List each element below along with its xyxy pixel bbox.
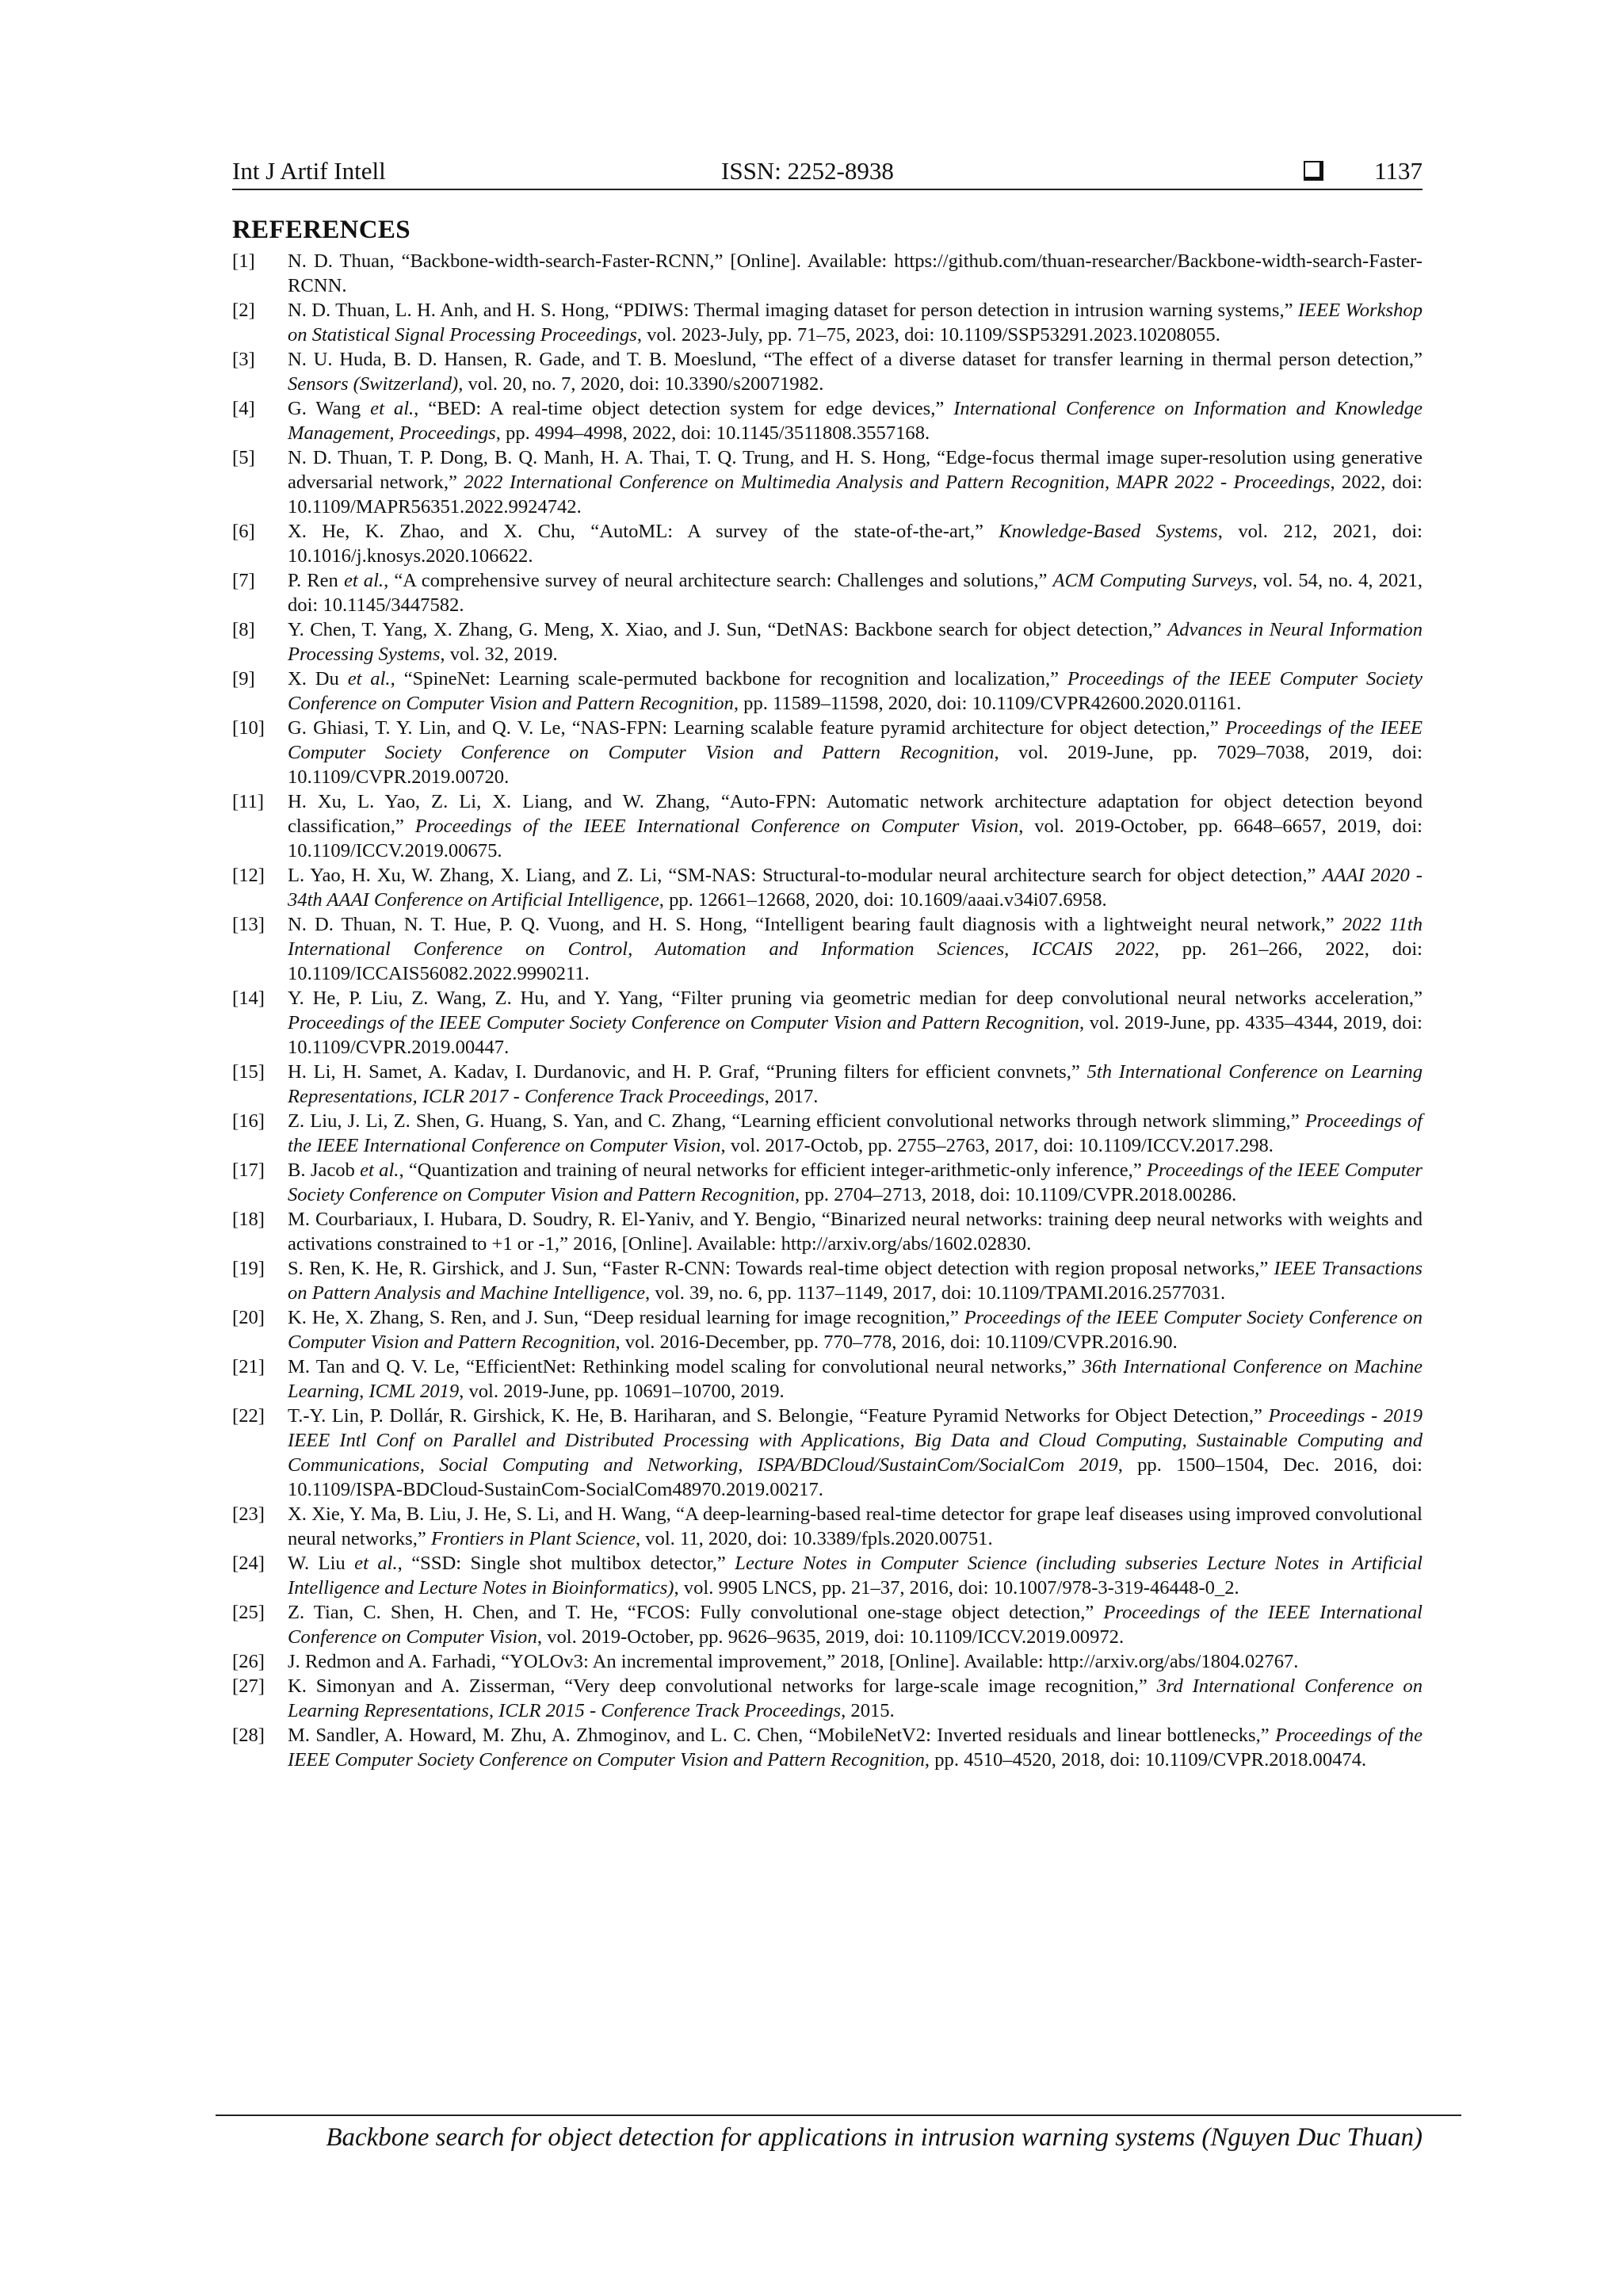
reference-item [232, 1305, 1423, 1354]
reference-number: [7] [232, 570, 255, 591]
reference-text [288, 865, 1423, 911]
reference-italic-segment: IEEE Transactions on Pattern Analysis and Machine Intelligence [288, 1258, 1423, 1304]
reference-item [232, 1723, 1423, 1772]
reference-segment: M. Courbariaux, I. Hubara, D. Soudry, R. El-Yaniv, and Y. Bengio, “Binarized neural networks: training deep neural networks with weights and activations constrained to +1 or -1,” 2016, [Online]. Available: http://arxiv.org/abs/1602.02830. [288, 1209, 1423, 1255]
reference-text [288, 1159, 1423, 1205]
reference-item [232, 396, 1423, 445]
reference-text [288, 1725, 1423, 1771]
reference-italic-segment: ACM Computing Surveys [1052, 570, 1253, 591]
reference-italic-segment: Proceedings of the IEEE Computer Society Conference on Computer Vision and Pattern Recognition [288, 1159, 1423, 1205]
reference-number: [4] [232, 398, 255, 419]
reference-segment: J. Redmon and A. Farhadi, “YOLOv3: An incremental improvement,” 2018, [Online]. Available: http://arxiv.org/abs/1804.02767. [288, 1651, 1299, 1672]
reference-italic-segment: Proceedings of the IEEE International Conference on Computer Vision [288, 1602, 1423, 1648]
reference-segment: , vol. 39, no. 6, pp. 1137–1149, 2017, doi: 10.1109/TPAMI.2016.2577031. [645, 1282, 1226, 1304]
reference-number: [2] [232, 300, 255, 321]
reference-segment: , vol. 2016-December, pp. 770–778, 2016, doi: 10.1109/CVPR.2016.90. [615, 1331, 1178, 1353]
reference-item [232, 1109, 1423, 1158]
reference-number: [26] [232, 1651, 265, 1672]
reference-segment: , 2017. [764, 1086, 819, 1107]
reference-number: [9] [232, 668, 255, 690]
reference-segment: , vol. 20, no. 7, 2020, doi: 10.3390/s20071982. [458, 373, 824, 395]
reference-segment: H. Li, H. Samet, A. Kadav, I. Durdanovic, and H. P. Graf, “Pruning filters for efficient convnets,” [288, 1061, 1087, 1083]
reference-italic-segment: et al. [347, 668, 391, 690]
reference-item [232, 249, 1423, 298]
reference-segment: N. U. Huda, B. D. Hansen, R. Gade, and T. B. Moeslund, “The effect of a diverse dataset for transfer learning in thermal person detection,” [288, 349, 1423, 370]
reference-segment: G. Wang [288, 398, 371, 419]
reference-item [232, 1404, 1423, 1502]
reference-segment: , vol. 11, 2020, doi: 10.3389/fpls.2020.00751. [635, 1528, 993, 1549]
reference-italic-segment: AAAI 2020 - 34th AAAI Conference on Artificial Intelligence [288, 865, 1423, 911]
reference-number: [3] [232, 349, 255, 370]
reference-number: [25] [232, 1602, 265, 1623]
reference-segment: Y. Chen, T. Yang, X. Zhang, G. Meng, X. Xiao, and J. Sun, “DetNAS: Backbone search for object detection,” [288, 619, 1168, 640]
reference-text [288, 1307, 1423, 1353]
reference-italic-segment: Proceedings of the IEEE Computer Society Conference on Computer Vision and Pattern Recognition [288, 1012, 1079, 1033]
reference-segment: , pp. 261–266, 2022, doi: 10.1109/ICCAIS56082.2022.9990211. [288, 938, 1423, 984]
reference-number: [24] [232, 1553, 265, 1574]
reference-text [288, 1209, 1423, 1255]
reference-segment: Y. He, P. Liu, Z. Wang, Z. Hu, and Y. Yang, “Filter pruning via geometric median for deep convolutional neural networks acceleration,” [288, 988, 1423, 1009]
reference-italic-segment: Frontiers in Plant Science [430, 1528, 636, 1549]
reference-item [232, 1158, 1423, 1207]
reference-segment: B. Jacob [288, 1159, 361, 1181]
reference-number: [5] [232, 447, 255, 468]
reference-segment: , vol. 9905 LNCS, pp. 21–37, 2016, doi: 10.1007/978-3-319-46448-0_2. [674, 1577, 1239, 1599]
reference-italic-segment: et al. [354, 1553, 398, 1574]
reference-text [288, 300, 1423, 346]
reference-segment: G. Ghiasi, T. Y. Lin, and Q. V. Le, “NAS-FPN: Learning scalable feature pyramid architecture for object detection,” [288, 717, 1225, 739]
header-rule [232, 189, 1423, 190]
reference-item [232, 986, 1423, 1060]
reference-text [288, 521, 1423, 567]
reference-italic-segment: 36th International Conference on Machine Learning, ICML 2019 [288, 1356, 1423, 1402]
section-title: REFERENCES [232, 216, 411, 244]
reference-number: [10] [232, 717, 265, 739]
reference-text [288, 1356, 1423, 1402]
reference-text [288, 1651, 1298, 1672]
reference-segment: , 2022, doi: 10.1109/MAPR56351.2022.9924742. [288, 472, 1423, 518]
reference-item [232, 1502, 1423, 1551]
reference-segment: , “SpineNet: Learning scale-permuted backbone for recognition and localization,” [390, 668, 1067, 690]
reference-text [288, 1675, 1423, 1721]
reference-text [288, 668, 1423, 714]
reference-list [232, 249, 1423, 1772]
reference-number: [12] [232, 865, 265, 886]
reference-number: [11] [232, 791, 265, 812]
reference-item [232, 347, 1423, 396]
reference-number: [17] [232, 1159, 265, 1181]
reference-number: [20] [232, 1307, 265, 1328]
reference-text [288, 791, 1423, 861]
reference-text [288, 1503, 1423, 1549]
reference-number: [21] [232, 1356, 265, 1377]
reference-text [288, 914, 1423, 984]
reference-italic-segment: Proceedings - 2019 IEEE Intl Conf on Parallel and Distributed Processing with Applications, Big Data and Cloud Computing, Sustainable Computing and Communications, Social Computing and Networking, ISPA/BDCloud/SustainCom/SocialCom 2019 [288, 1405, 1423, 1476]
reference-number: [8] [232, 619, 255, 640]
reference-italic-segment: Proceedings of the IEEE Computer Society Conference on Computer Vision and Pattern Recognition [288, 1307, 1423, 1353]
running-footer: Backbone search for object detection for applications in intrusion warning systems (Nguyen Duc Thuan) [326, 2123, 1423, 2152]
reference-segment: , vol. 32, 2019. [440, 644, 558, 665]
reference-item [232, 1207, 1423, 1256]
reference-segment: , vol. 2019-June, pp. 10691–10700, 2019. [459, 1381, 785, 1402]
reference-number: [15] [232, 1061, 265, 1083]
reference-segment: N. D. Thuan, T. P. Dong, B. Q. Manh, H. A. Thai, T. Q. Trung, and H. S. Hong, “Edge-focus thermal image super-resolution using generative adversarial network,” [288, 447, 1423, 493]
reference-text [288, 717, 1423, 788]
reference-item [232, 667, 1423, 716]
reference-text [288, 1553, 1423, 1599]
reference-item [232, 617, 1423, 667]
reference-italic-segment: IEEE Workshop on Statistical Signal Processing Proceedings [288, 300, 1423, 346]
reference-segment: , vol. 2017-Octob, pp. 2755–2763, 2017, doi: 10.1109/ICCV.2017.298. [720, 1135, 1274, 1156]
reference-segment: , “A comprehensive survey of neural architecture search: Challenges and solutions,” [384, 570, 1053, 591]
reference-text [288, 1405, 1423, 1500]
reference-number: [19] [232, 1258, 265, 1279]
reference-segment: , vol. 2019-June, pp. 4335–4344, 2019, doi: 10.1109/CVPR.2019.00447. [288, 1012, 1423, 1058]
reference-segment: S. Ren, K. He, R. Girshick, and J. Sun, “Faster R-CNN: Towards real-time object detection with region proposal networks,” [288, 1258, 1274, 1279]
reference-italic-segment: Proceedings of the IEEE Computer Society Conference on Computer Vision and Pattern Recognition [288, 1725, 1423, 1771]
reference-segment: , pp. 4994–4998, 2022, doi: 10.1145/3511808.3557168. [495, 422, 930, 444]
reference-segment: , vol. 2023-July, pp. 71–75, 2023, doi: 10.1109/SSP53291.2023.10208055. [636, 324, 1220, 346]
issn: ISSN: 2252-8938 [721, 157, 894, 185]
reference-item [232, 519, 1423, 568]
reference-segment: , “SSD: Single shot multibox detector,” [397, 1553, 735, 1574]
footer-rule [216, 2115, 1461, 2116]
reference-item [232, 789, 1423, 863]
reference-number: [1] [232, 250, 255, 272]
reference-segment: N. D. Thuan, L. H. Anh, and H. S. Hong, “PDIWS: Thermal imaging dataset for person detection in intrusion warning systems,” [288, 300, 1298, 321]
reference-number: [18] [232, 1209, 265, 1230]
reference-item [232, 1256, 1423, 1305]
reference-italic-segment: Sensors (Switzerland) [288, 373, 459, 395]
reference-number: [6] [232, 521, 255, 542]
reference-segment: W. Liu [288, 1553, 355, 1574]
reference-text [288, 1110, 1423, 1156]
reference-segment: , vol. 54, no. 4, 2021, doi: 10.1145/3447582. [288, 570, 1423, 616]
reference-segment: Z. Liu, J. Li, Z. Shen, G. Huang, S. Yan, and C. Zhang, “Learning efficient convolutional networks through network slimming,” [288, 1110, 1305, 1132]
reference-italic-segment: et al. [360, 1159, 399, 1181]
reference-number: [27] [232, 1675, 265, 1697]
reference-segment: , “Quantization and training of neural networks for efficient integer-arithmetic-only inference,” [399, 1159, 1148, 1181]
reference-segment: , 2015. [841, 1700, 895, 1721]
reference-italic-segment: 2022 International Conference on Multimedia Analysis and Pattern Recognition, MAPR 2022 - Proceedings [464, 472, 1331, 493]
reference-segment: N. D. Thuan, N. T. Hue, P. Q. Vuong, and H. S. Hong, “Intelligent bearing fault diagnosis with a lightweight neural network,” [288, 914, 1342, 935]
reference-italic-segment: Proceedings of the IEEE International Conference on Computer Vision [288, 1110, 1423, 1156]
reference-segment: P. Ren [288, 570, 344, 591]
reference-italic-segment: International Conference on Information and Knowledge Management, Proceedings [288, 398, 1423, 444]
reference-text [288, 1061, 1423, 1107]
reference-segment: X. He, K. Zhao, and X. Chu, “AutoML: A survey of the state-of-the-art,” [288, 521, 999, 542]
reference-segment: X. Du [288, 668, 348, 690]
reference-italic-segment: Knowledge-Based Systems [999, 521, 1218, 542]
reference-segment: N. D. Thuan, “Backbone-width-search-Faster-RCNN,” [Online]. Available: https://github.com/thuan-researcher/Backbone-width-search-Faster-RCNN. [288, 250, 1423, 296]
reference-segment: K. He, X. Zhang, S. Ren, and J. Sun, “Deep residual learning for image recognition,” [288, 1307, 964, 1328]
reference-segment: , “BED: A real-time object detection system for edge devices,” [414, 398, 954, 419]
reference-item [232, 863, 1423, 912]
journal-name: Int J Artif Intell [232, 157, 386, 185]
reference-item [232, 298, 1423, 347]
reference-item [232, 445, 1423, 519]
reference-italic-segment: 3rd International Conference on Learning Representations, ICLR 2015 - Conference Track Proceedings [288, 1675, 1423, 1721]
reference-item [232, 1600, 1423, 1649]
reference-segment: L. Yao, H. Xu, W. Zhang, X. Liang, and Z. Li, “SM-NAS: Structural-to-modular neural architecture search for object detection,” [288, 865, 1323, 886]
reference-segment: , pp. 11589–11598, 2020, doi: 10.1109/CVPR42600.2020.01161. [733, 693, 1242, 714]
reference-italic-segment: Proceedings of the IEEE Computer Society Conference on Computer Vision and Pattern Recognition [288, 668, 1423, 714]
reference-text [288, 988, 1423, 1058]
reference-text [288, 619, 1423, 665]
reference-item [232, 716, 1423, 789]
reference-item [232, 1551, 1423, 1600]
reference-number: [22] [232, 1405, 265, 1427]
square-icon [1304, 161, 1323, 181]
reference-text [288, 1602, 1423, 1648]
reference-segment: , vol. 2019-October, pp. 6648–6657, 2019, doi: 10.1109/ICCV.2019.00675. [288, 816, 1423, 861]
reference-item [232, 568, 1423, 617]
reference-item [232, 1354, 1423, 1404]
reference-segment: Z. Tian, C. Shen, H. Chen, and T. He, “FCOS: Fully convolutional one-stage object detection,” [288, 1602, 1104, 1623]
reference-text [288, 398, 1423, 444]
page-number: 1137 [1374, 157, 1423, 185]
reference-number: [14] [232, 988, 265, 1009]
reference-segment: K. Simonyan and A. Zisserman, “Very deep convolutional networks for large-scale image recognition,” [288, 1675, 1157, 1697]
reference-italic-segment: et al. [370, 398, 414, 419]
reference-italic-segment: et al. [343, 570, 384, 591]
reference-number: [13] [232, 914, 265, 935]
reference-text [288, 1258, 1423, 1304]
reference-italic-segment: Advances in Neural Information Processing Systems [288, 619, 1423, 665]
reference-segment: , vol. 212, 2021, doi: 10.1016/j.knosys.2020.106622. [288, 521, 1423, 567]
reference-item [232, 1649, 1423, 1674]
reference-segment: , pp. 4510–4520, 2018, doi: 10.1109/CVPR.2018.00474. [924, 1749, 1367, 1771]
reference-text [288, 349, 1423, 395]
reference-item [232, 912, 1423, 986]
reference-number: [23] [232, 1503, 265, 1525]
reference-item [232, 1674, 1423, 1723]
reference-segment: , vol. 2019-June, pp. 7029–7038, 2019, doi: 10.1109/CVPR.2019.00720. [288, 742, 1423, 788]
reference-segment: T.-Y. Lin, P. Dollár, R. Girshick, K. He, B. Hariharan, and S. Belongie, “Feature Pyramid Networks for Object Detection,” [288, 1405, 1269, 1427]
reference-text [288, 570, 1423, 616]
reference-segment: X. Xie, Y. Ma, B. Liu, J. He, S. Li, and H. Wang, “A deep-learning-based real-time detector for grape leaf diseases using improved convolutional neural networks,” [288, 1503, 1423, 1549]
reference-text [288, 250, 1423, 296]
reference-segment: , pp. 1500–1504, Dec. 2016, doi: 10.1109/ISPA-BDCloud-SustainCom-SocialCom48970.2019.00217. [288, 1454, 1423, 1500]
reference-italic-segment: Proceedings of the IEEE Computer Society Conference on Computer Vision and Pattern Recognition [288, 717, 1423, 763]
reference-segment: H. Xu, L. Yao, Z. Li, X. Liang, and W. Zhang, “Auto-FPN: Automatic network architecture adaptation for object detection beyond classification,” [288, 791, 1423, 837]
reference-italic-segment: Proceedings of the IEEE International Conference on Computer Vision [414, 816, 1019, 837]
reference-segment: M. Sandler, A. Howard, M. Zhu, A. Zhmoginov, and L. C. Chen, “MobileNetV2: Inverted residuals and linear bottlenecks,” [288, 1725, 1276, 1746]
running-header [232, 157, 1423, 189]
reference-segment: M. Tan and Q. V. Le, “EfficientNet: Rethinking model scaling for convolutional neural networks,” [288, 1356, 1083, 1377]
reference-item [232, 1060, 1423, 1109]
reference-number: [16] [232, 1110, 265, 1132]
reference-italic-segment: Lecture Notes in Computer Science (including subseries Lecture Notes in Artificial Intelligence and Lecture Notes in Bioinformatics) [288, 1553, 1423, 1599]
reference-italic-segment: 2022 11th International Conference on Control, Automation and Information Sciences, ICCAIS 2022 [288, 914, 1423, 960]
reference-segment: , pp. 2704–2713, 2018, doi: 10.1109/CVPR.2018.00286. [795, 1184, 1237, 1205]
reference-segment: , pp. 12661–12668, 2020, doi: 10.1609/aaai.v34i07.6958. [659, 889, 1107, 911]
reference-text [288, 447, 1423, 518]
reference-italic-segment: 5th International Conference on Learning Representations, ICLR 2017 - Conference Track Proceedings [288, 1061, 1423, 1107]
reference-segment: , vol. 2019-October, pp. 9626–9635, 2019, doi: 10.1109/ICCV.2019.00972. [537, 1626, 1125, 1648]
reference-number: [28] [232, 1725, 265, 1746]
